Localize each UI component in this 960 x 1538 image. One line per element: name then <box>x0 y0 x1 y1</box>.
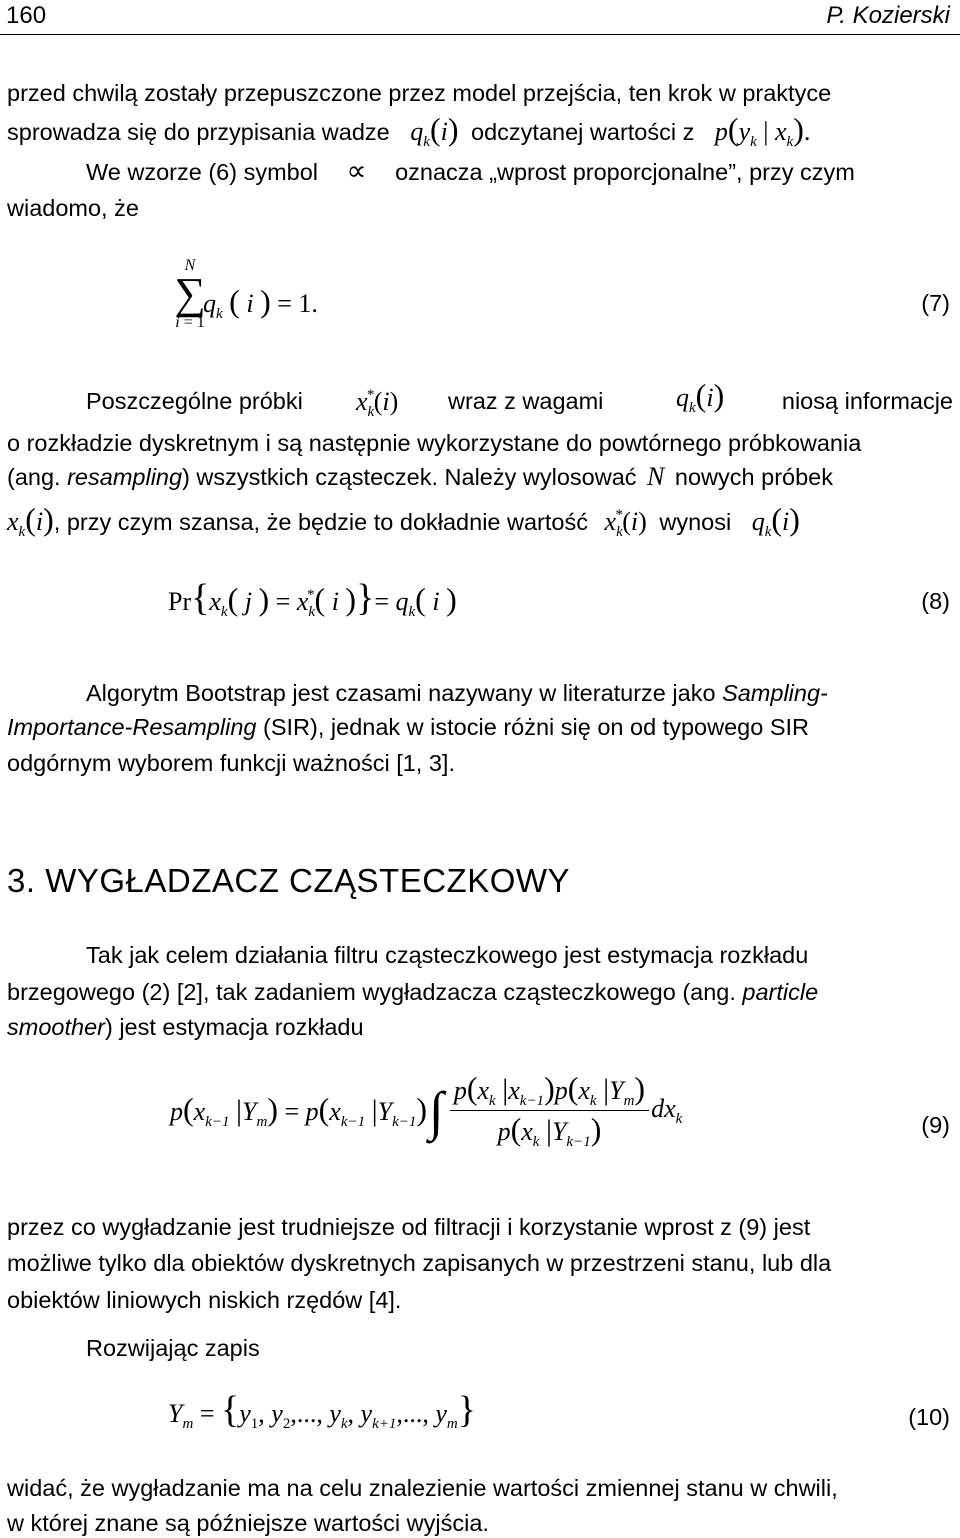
page-number: 160 <box>6 2 47 29</box>
para1-line2-text-b: odczytanej wartości z <box>471 119 695 145</box>
math-xk-i: $x_k(i)$ <box>7 501 54 540</box>
para1-line4: wiadomo, że <box>7 195 139 221</box>
para2-line4-text-a: , przy czym szansa, że będzie to dokładnie wartość <box>53 509 588 535</box>
para4-line3 <box>7 1012 364 1042</box>
para3-line2-text-b: (SIR), jednak w istocie różni się on od typowego SIR <box>256 714 809 740</box>
para2-line4 <box>7 500 800 547</box>
para2-line3-text-d: nowych próbek <box>674 464 833 490</box>
para2-line1-text-a: Poszczególne próbki <box>86 388 303 414</box>
para2-line4-text-b: wynosi <box>659 509 732 535</box>
math-qk-i: $q_k(i)$ <box>410 111 459 150</box>
eq8-body: $Pr\{x_k$( j ) = $x_k^*$( i )}= $q_k$( i ) <box>168 577 457 620</box>
eq8-number: (8) <box>921 588 950 614</box>
para3-line1-text-a: Algorytm Bootstrap jest czasami nazywany w literaturze jako <box>86 680 716 706</box>
math-p-yk-xk: $p(y_k$ | $x_k$). <box>714 111 811 150</box>
para7-line2: w której znane są późniejsze wartości wyjścia. <box>7 1510 489 1536</box>
para2-line1-text-b: wraz z wagami <box>448 388 604 414</box>
para3-line1-text-b: Sampling- <box>722 680 828 706</box>
para1-line3-text-b: oznacza „wprost proporcjonalne”, przy czym <box>395 159 855 185</box>
math-N: N <box>647 462 665 491</box>
eq9-number: (9) <box>921 1112 950 1138</box>
para1-line1: przed chwilą zostały przepuszczone przez model przejścia, ten krok w praktyce <box>7 80 832 106</box>
para5-line3: obiektów liniowych niskich rzędów [4]. <box>7 1287 402 1313</box>
para2-line1-text-c: niosą informacje <box>781 388 953 414</box>
para5-line1: przez co wygładzanie jest trudniejsze od filtracji i korzystanie wprost z (9) jest <box>7 1214 811 1240</box>
para4-line3-text-a: smoother <box>7 1014 105 1040</box>
para4-line1: Tak jak celem działania filtru cząsteczkowego jest estymacja rozkładu <box>86 942 809 968</box>
math-xk-star-i: $x_k^*(i)$ <box>356 387 399 420</box>
eq9-body: $p(x_{k-1}$ $|Y_m) = p(x_{k-1}$ $|Y_{k-1}$) ∫ $\frac{p(x_k |x_{k-1})p(x_k |Y_m)}{p(x_k |Y_{k-1})}$ $dx_k$ <box>170 1070 683 1150</box>
math-qk-i-2: $q_k(i)$ <box>676 377 725 416</box>
para2-line2: o rozkładzie dyskretnym i są następnie wykorzystane do powtórnego próbkowania <box>7 430 862 456</box>
para4-line3-text-b: ) jest estymacja rozkładu <box>104 1014 364 1040</box>
para4-line2 <box>7 977 818 1007</box>
para4-line2-text-a: brzegowego (2) [2], tak zadaniem wygładzacza cząsteczkowego (ang. <box>7 979 736 1005</box>
para3-line1 <box>86 678 828 708</box>
para3-line2-text-a: Importance-Resampling <box>7 714 257 740</box>
para2-line3 <box>7 462 833 492</box>
para2-line1 <box>86 377 953 420</box>
para1-line2 <box>7 111 811 157</box>
para4-line2-text-b: particle <box>742 979 819 1005</box>
para6-line1: Rozwijając zapis <box>86 1335 260 1361</box>
para5-line2: możliwe tylko dla obiektów dyskretnych zapisanych w przestrzeni stanu, lub dla <box>7 1250 832 1276</box>
math-qk-i-3: $q_k(i)$ <box>751 501 800 540</box>
section-heading: 3. WYGŁADZACZ CZĄSTECZKOWY <box>7 862 571 899</box>
header-rule <box>0 34 960 35</box>
para1-line3-text-a: We wzorze (6) symbol <box>86 159 319 185</box>
eq10-number: (10) <box>908 1404 950 1430</box>
eq7-sum: N ∑ i = 1 <box>174 257 206 331</box>
para1-line3 <box>86 157 855 187</box>
running-header-author: P. Kozierski <box>826 2 950 29</box>
para2-line3-text-c: ) wszystkich cząsteczek. Należy wylosować <box>182 464 637 490</box>
math-xk-star-i-2: $x_k^*(i)$ <box>604 507 647 540</box>
eq7-body: $q_k$ ( i ) = 1. <box>203 283 318 322</box>
eq7-number: (7) <box>921 290 950 316</box>
para3-line2 <box>7 712 809 742</box>
para7-line1: widać, że wygładzanie ma na celu znalezienie wartości zmiennej stanu w chwili, <box>7 1475 838 1501</box>
para2-line3-text-a: (ang. <box>7 464 61 490</box>
para2-line3-text-b: resampling <box>67 464 183 490</box>
eq10-body: $Y_m = \{y_1$, $y_2$,..., $y_k$, $y_{k+1}$,..., $y_m$} <box>168 1389 477 1432</box>
para1-line2-text-a: sprowadza się do przypisania wadze <box>7 119 390 145</box>
proportional-symbol: ∝ <box>346 156 367 187</box>
para3-line3: odgórnym wyborem funkcji ważności [1, 3]. <box>7 750 455 776</box>
